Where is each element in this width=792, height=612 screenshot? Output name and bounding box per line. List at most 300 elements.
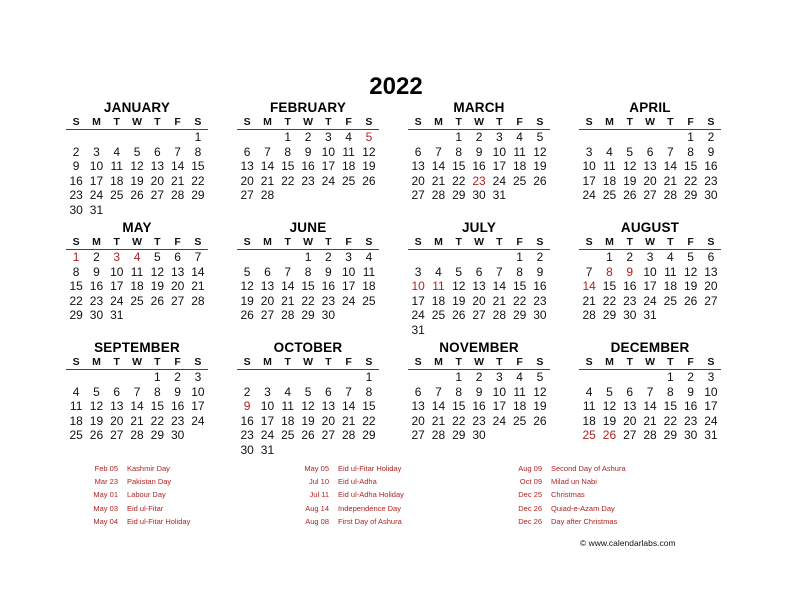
day-cell: 30 [240, 442, 254, 457]
day-cell: 8 [72, 264, 80, 279]
day-cell: 5 [304, 384, 312, 399]
weekday-header: T [449, 236, 469, 250]
day-cell: 24 [411, 308, 425, 322]
day-cell: 8 [153, 384, 161, 399]
day-cell: 4 [113, 144, 121, 159]
day-cell: 16 [683, 399, 698, 413]
day-cell: 18 [69, 413, 83, 428]
day-cell: 14 [170, 159, 185, 173]
weekday-header: M [257, 116, 277, 130]
day-cell: 20 [472, 293, 486, 308]
day-cell: 17 [89, 173, 104, 188]
holiday-item [303, 488, 404, 501]
day-cell: 19 [533, 399, 547, 413]
holiday-list-1 [92, 462, 190, 528]
day-cell: 12 [602, 399, 617, 413]
day-cell: 31 [411, 322, 425, 337]
day-cell: 11 [664, 264, 677, 279]
empty-day-cell [86, 130, 106, 145]
weekday-header: S [188, 356, 208, 370]
day-cell: 2 [174, 370, 181, 384]
day-cell: 16 [89, 279, 104, 293]
day-cell: 13 [643, 159, 657, 173]
empty-day-cell [428, 250, 448, 265]
weekday-header: T [489, 116, 509, 130]
day-cell: 31 [110, 308, 124, 322]
day-cell: 1 [194, 130, 202, 144]
day-cell: 26 [89, 428, 104, 442]
day-cell: 27 [150, 188, 165, 202]
day-cell: 20 [150, 173, 165, 188]
empty-day-cell [167, 130, 187, 145]
day-cell: 18 [362, 279, 376, 293]
day-cell: 8 [666, 384, 674, 399]
empty-day-cell [428, 370, 448, 385]
empty-day-cell [640, 130, 660, 145]
day-cell: 23 [321, 293, 336, 308]
day-cell: 24 [643, 293, 657, 308]
day-cell: 6 [414, 144, 422, 159]
month-name: MARCH [453, 100, 505, 115]
weekday-header: T [489, 236, 509, 250]
day-cell: 30 [69, 202, 83, 217]
day-cell: 25 [130, 293, 144, 308]
empty-day-cell [107, 130, 127, 145]
holiday-item [303, 502, 404, 515]
day-cell: 22 [512, 293, 527, 308]
month-grid [237, 356, 379, 457]
weekday-header: W [127, 356, 147, 370]
holiday-date: Dec 26 [518, 516, 542, 526]
day-cell: 7 [435, 144, 442, 159]
month-october [237, 340, 379, 457]
day-cell: 20 [411, 413, 425, 428]
day-cell: 30 [472, 188, 486, 202]
empty-day-cell [127, 370, 147, 385]
day-cell: 5 [133, 144, 141, 159]
day-cell: 18 [512, 159, 527, 173]
month-name: MAY [122, 220, 152, 235]
year-title: 2022 [369, 73, 423, 100]
weekday-header: S [530, 116, 550, 130]
empty-day-cell [408, 130, 428, 145]
day-cell: 6 [646, 144, 654, 159]
day-cell: 30 [683, 428, 698, 442]
day-cell: 24 [260, 428, 275, 442]
empty-day-cell [257, 130, 277, 145]
day-cell: 25 [663, 293, 678, 308]
empty-day-cell [640, 370, 660, 385]
day-cell: 10 [582, 159, 596, 173]
day-cell: 3 [93, 144, 100, 159]
weekday-header: T [660, 356, 680, 370]
weekday-header: T [318, 356, 338, 370]
weekday-header: S [188, 236, 208, 250]
month-grid [579, 356, 721, 443]
day-cell: 10 [341, 264, 356, 279]
day-cell: 7 [264, 144, 271, 159]
day-cell: 25 [341, 173, 356, 188]
day-cell: 17 [582, 173, 596, 188]
day-cell: 7 [666, 144, 674, 159]
empty-day-cell [237, 370, 257, 385]
day-cell: 29 [683, 188, 698, 202]
month-name: DECEMBER [610, 340, 690, 355]
day-cell: 17 [643, 279, 657, 293]
month-grid [66, 116, 208, 217]
day-cell: 3 [194, 370, 202, 384]
day-cell: 28 [492, 308, 507, 322]
month-august [579, 220, 721, 323]
empty-day-cell [408, 250, 428, 265]
day-cell: 25 [602, 188, 617, 202]
holiday-date: Aug 14 [305, 503, 329, 513]
weekday-header: S [237, 356, 257, 370]
day-cell: 27 [472, 308, 486, 322]
day-cell: 3 [646, 250, 654, 264]
day-cell: 4 [516, 130, 523, 144]
holiday-name: Day after Christmas [551, 516, 618, 526]
weekday-header: S [579, 236, 599, 250]
empty-day-cell [599, 370, 619, 385]
day-cell: 6 [174, 250, 181, 264]
day-cell: 15 [301, 279, 315, 293]
day-cell: 20 [704, 279, 718, 293]
holiday-name: Kashmir Day [127, 464, 170, 473]
day-cell: 28 [643, 428, 657, 442]
month-grid [66, 356, 208, 443]
weekday-header: S [530, 236, 550, 250]
holiday-name: Labour Day [127, 490, 166, 500]
day-cell: 9 [324, 264, 332, 279]
day-cell: 28 [170, 188, 185, 202]
weekday-header: F [338, 116, 358, 130]
day-cell: 1 [687, 130, 694, 144]
month-march [408, 100, 550, 203]
day-cell: 30 [704, 188, 718, 202]
day-cell: 23 [683, 413, 698, 428]
day-cell: 14 [341, 399, 356, 413]
day-cell: 19 [683, 279, 698, 293]
day-cell: 4 [284, 384, 292, 399]
day-cell: 8 [304, 264, 312, 279]
day-cell: 13 [472, 279, 486, 293]
day-cell: 10 [260, 399, 275, 413]
day-cell: 19 [240, 293, 254, 308]
day-cell: 22 [191, 173, 205, 188]
weekday-header: W [298, 116, 318, 130]
empty-day-cell [428, 130, 448, 145]
day-cell: 21 [130, 413, 144, 428]
day-cell: 11 [110, 159, 123, 173]
holiday-day-cell: 23 [472, 173, 486, 188]
day-cell: 8 [455, 144, 463, 159]
holiday-day-cell: 11 [432, 279, 445, 293]
weekday-header: T [449, 356, 469, 370]
weekday-header: M [257, 356, 277, 370]
weekday-header: F [167, 356, 187, 370]
day-cell: 16 [704, 159, 718, 173]
day-cell: 3 [345, 250, 352, 264]
day-cell: 3 [324, 130, 332, 144]
holiday-item [516, 515, 626, 528]
day-cell: 14 [643, 399, 657, 413]
weekday-header: S [408, 236, 428, 250]
empty-day-cell [147, 130, 167, 145]
day-cell: 29 [663, 428, 678, 442]
day-cell: 13 [150, 159, 165, 173]
day-cell: 16 [321, 279, 336, 293]
weekday-header: W [640, 236, 660, 250]
day-cell: 11 [342, 144, 355, 159]
day-cell: 11 [362, 264, 376, 279]
holiday-item [516, 502, 626, 515]
holiday-item [92, 475, 190, 488]
day-cell: 29 [512, 308, 527, 322]
day-cell: 12 [683, 264, 698, 279]
month-january [66, 100, 208, 217]
day-cell: 21 [582, 293, 596, 308]
holiday-list-3 [516, 462, 626, 528]
day-cell: 9 [707, 144, 715, 159]
day-cell: 10 [704, 384, 718, 399]
day-cell: 12 [301, 399, 315, 413]
day-cell: 6 [153, 144, 161, 159]
weekday-header: W [640, 356, 660, 370]
empty-day-cell [66, 130, 86, 145]
month-july [408, 220, 550, 337]
weekday-header: M [599, 236, 619, 250]
day-cell: 13 [411, 399, 425, 413]
day-cell: 23 [240, 428, 254, 442]
weekday-header: M [86, 236, 106, 250]
day-cell: 11 [281, 399, 294, 413]
empty-day-cell [469, 250, 489, 265]
day-cell: 4 [585, 384, 593, 399]
day-cell: 30 [472, 428, 486, 442]
weekday-header: S [188, 116, 208, 130]
day-cell: 9 [304, 144, 312, 159]
day-cell: 16 [240, 413, 254, 428]
day-cell: 6 [626, 384, 634, 399]
weekday-header: W [640, 116, 660, 130]
day-cell: 5 [536, 370, 544, 384]
weekday-header: W [298, 236, 318, 250]
day-cell: 19 [452, 293, 466, 308]
holiday-item [516, 488, 626, 501]
day-cell: 29 [69, 308, 83, 322]
day-cell: 24 [191, 413, 205, 428]
day-cell: 31 [643, 308, 657, 322]
day-cell: 21 [170, 173, 185, 188]
weekday-header: T [278, 356, 298, 370]
day-cell: 21 [492, 293, 507, 308]
day-cell: 30 [170, 428, 185, 442]
holiday-date: May 03 [93, 503, 118, 513]
day-cell: 6 [475, 264, 483, 279]
day-cell: 7 [194, 250, 202, 264]
day-cell: 26 [533, 413, 547, 428]
day-cell: 12 [533, 384, 547, 399]
day-cell: 12 [533, 144, 547, 159]
day-cell: 11 [513, 384, 526, 399]
day-cell: 4 [365, 250, 373, 264]
holiday-item [303, 515, 404, 528]
holiday-day-cell: 1 [72, 250, 80, 264]
day-cell: 26 [452, 308, 466, 322]
holiday-date: Aug 08 [305, 516, 329, 526]
day-cell: 1 [365, 370, 373, 384]
day-cell: 28 [260, 188, 275, 202]
holiday-day-cell: 26 [602, 428, 617, 442]
day-cell: 1 [606, 250, 613, 264]
holiday-date: Dec 26 [518, 503, 542, 513]
day-cell: 5 [626, 144, 634, 159]
empty-day-cell [66, 370, 86, 385]
day-cell: 1 [455, 130, 463, 144]
day-cell: 18 [281, 413, 295, 428]
day-cell: 25 [512, 413, 527, 428]
empty-day-cell [278, 370, 298, 385]
holiday-day-cell: 25 [582, 428, 596, 442]
month-grid [408, 356, 550, 443]
empty-day-cell [107, 370, 127, 385]
day-cell: 14 [191, 264, 205, 279]
month-grid [237, 116, 379, 203]
day-cell: 7 [284, 264, 292, 279]
day-cell: 15 [150, 399, 165, 413]
weekday-header: W [469, 356, 489, 370]
day-cell: 5 [455, 264, 463, 279]
month-name: FEBRUARY [269, 100, 347, 115]
day-cell: 20 [643, 173, 657, 188]
day-cell: 27 [170, 293, 185, 308]
day-cell: 13 [170, 264, 185, 279]
day-cell: 18 [582, 413, 596, 428]
day-cell: 13 [260, 279, 275, 293]
month-name: OCTOBER [273, 340, 343, 355]
day-cell: 3 [585, 144, 593, 159]
day-cell: 15 [362, 399, 376, 413]
day-cell: 4 [666, 250, 674, 264]
day-cell: 17 [492, 159, 507, 173]
day-cell: 14 [130, 399, 144, 413]
weekday-header: M [86, 356, 106, 370]
day-cell: 23 [301, 173, 315, 188]
day-cell: 21 [431, 173, 446, 188]
day-cell: 21 [260, 173, 275, 188]
day-cell: 30 [623, 308, 637, 322]
weekday-header: T [107, 236, 127, 250]
day-cell: 4 [72, 384, 80, 399]
empty-day-cell [127, 130, 147, 145]
day-cell: 4 [516, 370, 523, 384]
day-cell: 29 [452, 188, 466, 202]
holiday-name: Eid ul-Adha Holiday [338, 490, 404, 500]
day-cell: 20 [321, 413, 336, 428]
day-cell: 6 [264, 264, 271, 279]
day-cell: 18 [110, 173, 124, 188]
empty-day-cell [338, 370, 358, 385]
day-cell: 11 [603, 159, 616, 173]
day-cell: 19 [130, 173, 144, 188]
day-cell: 7 [345, 384, 352, 399]
holiday-item [516, 462, 626, 475]
weekday-header: F [338, 236, 358, 250]
day-cell: 20 [411, 173, 425, 188]
day-cell: 18 [431, 293, 446, 308]
day-cell: 29 [191, 188, 205, 202]
month-name: JUNE [289, 220, 327, 235]
month-name: AUGUST [620, 220, 680, 235]
day-cell: 19 [301, 413, 315, 428]
holiday-day-cell: 4 [133, 250, 141, 264]
day-cell: 12 [452, 279, 466, 293]
day-cell: 6 [324, 384, 332, 399]
day-cell: 22 [602, 293, 617, 308]
month-grid [66, 236, 208, 323]
holiday-item [303, 475, 404, 488]
day-cell: 18 [663, 279, 678, 293]
day-cell: 25 [110, 188, 124, 202]
day-cell: 6 [243, 144, 251, 159]
day-cell: 29 [362, 428, 376, 442]
weekday-header: T [620, 356, 640, 370]
month-november [408, 340, 550, 443]
day-cell: 19 [89, 413, 104, 428]
empty-day-cell [579, 130, 599, 145]
weekday-header: F [167, 236, 187, 250]
empty-day-cell [257, 370, 277, 385]
holiday-name: Milad un Nabi [551, 477, 597, 487]
holiday-date: Feb 05 [94, 464, 118, 473]
day-cell: 24 [492, 173, 507, 188]
weekday-header: M [599, 116, 619, 130]
holiday-date: May 04 [93, 516, 118, 526]
day-cell: 13 [704, 264, 718, 279]
day-cell: 13 [110, 399, 124, 413]
day-cell: 19 [150, 279, 165, 293]
holiday-day-cell: 9 [626, 264, 634, 279]
weekday-header: T [318, 236, 338, 250]
weekday-header: F [509, 116, 529, 130]
day-cell: 3 [414, 264, 422, 279]
weekday-header: M [428, 356, 448, 370]
day-cell: 14 [663, 159, 678, 173]
month-september [66, 340, 208, 443]
day-cell: 15 [191, 159, 205, 173]
day-cell: 18 [341, 159, 356, 173]
day-cell: 13 [411, 159, 425, 173]
weekday-header: M [86, 116, 106, 130]
weekday-header: S [237, 116, 257, 130]
day-cell: 10 [321, 144, 336, 159]
month-grid [579, 116, 721, 203]
holiday-name: Eid ul-Fitar Holiday [338, 464, 402, 473]
holiday-date: Jul 11 [309, 490, 329, 500]
weekday-header: W [127, 116, 147, 130]
empty-day-cell [620, 130, 640, 145]
day-cell: 25 [431, 308, 446, 322]
day-cell: 5 [153, 250, 161, 264]
day-cell: 1 [516, 250, 523, 264]
day-cell: 17 [191, 399, 205, 413]
empty-day-cell [599, 130, 619, 145]
day-cell: 21 [643, 413, 657, 428]
day-cell: 17 [321, 159, 336, 173]
weekday-header: S [701, 116, 721, 130]
day-cell: 26 [301, 428, 315, 442]
